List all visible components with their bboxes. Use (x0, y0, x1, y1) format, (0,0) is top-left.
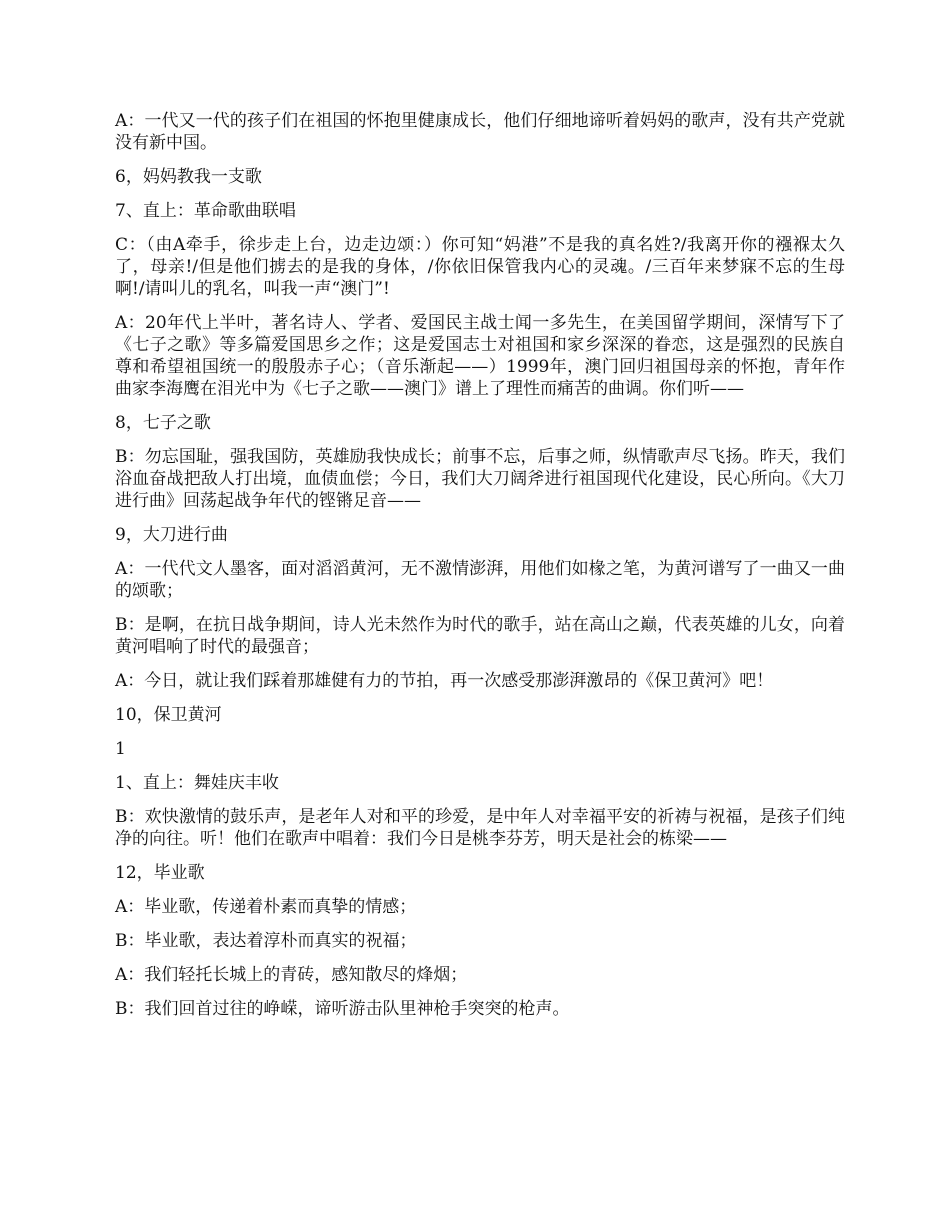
document-body (115, 110, 845, 1032)
paragraph-a-yellow-river: A：一代代文人墨客，面对滔滔黄河，无不激情澎湃，用他们如椽之笔，为黄河谱写了一曲又一曲的颂歌； (115, 559, 845, 601)
paragraph-a-great-wall: A：我们轻托长城上的青砖，感知散尽的烽烟； (115, 965, 468, 985)
page-number-line: 1 (115, 739, 126, 759)
paragraph-c-macau: C：（由A牵手，徐步走上台，边走边颂：）你可知“妈港”不是我的真名姓?/我离开你的襁褓太久了，母亲!/但是他们掳去的是我的身体，/你依旧保管我内心的灵魂。/三百年来梦寐不忘的生母啊!/请叫儿的乳名，叫我一声“澳门”! (115, 235, 845, 299)
item-9-heading: 9，大刀进行曲 (115, 525, 228, 545)
item-12-heading: 12，毕业歌 (115, 863, 205, 883)
item-10-heading: 10，保卫黄河 (115, 705, 222, 725)
paragraph-a-defend-yellow-river: A：今日，就让我们踩着那雄健有力的节拍，再一次感受那澎湃激昂的《保卫黄河》吧！ (115, 671, 774, 691)
item-8-heading: 8，七子之歌 (115, 413, 211, 433)
paragraph-a-graduation-1: A：毕业歌，传递着朴素而真挚的情感； (115, 897, 417, 917)
paragraph-b-guerrilla: B：我们回首过往的峥嵘，谛听游击队里神枪手突突的枪声。 (115, 999, 570, 1019)
item-7-heading: 7、直上：革命歌曲联唱 (115, 201, 296, 221)
paragraph-b-national-defense: B：勿忘国耻，强我国防，英雄励我快成长；前事不忘，后事之师，纵情歌声尽飞扬。昨天，我们浴血奋战把敌人打出境，血债血偿；今日，我们大刀阔斧进行祖国现代化建设，民心所向。《大刀进行曲》回荡起战争年代的铿锵足音—— (115, 447, 845, 511)
paragraph-b-graduation-1: B：毕业歌，表达着淳朴而真实的祝福； (115, 931, 417, 951)
item-1-heading: 1、直上：舞娃庆丰收 (115, 773, 279, 793)
paragraph-b-guang-weiran: B：是啊，在抗日战争期间，诗人光未然作为时代的歌手，站在高山之巅，代表英雄的儿女，向着黄河唱响了时代的最强音； (115, 615, 845, 657)
paragraph-b-drum-music: B：欢快激情的鼓乐声，是老年人对和平的珍爱，是中年人对幸福平安的祈祷与祝福，是孩子们纯净的向往。听！他们在歌声中唱着：我们今日是桃李芬芳，明天是社会的栋梁—— (115, 807, 845, 849)
item-6-heading: 6，妈妈教我一支歌 (115, 167, 262, 187)
paragraph-a-children: A：一代又一代的孩子们在祖国的怀抱里健康成长，他们仔细地谛听着妈妈的歌声，没有共产党就没有新中国。 (115, 111, 845, 153)
paragraph-a-wen-yiduo: A：20年代上半叶，著名诗人、学者、爱国民主战士闻一多先生，在美国留学期间，深情写下了《七子之歌》等多篇爱国思乡之作；这是爱国志士对祖国和家乡深深的眷恋，这是强烈的民族自尊和希望祖国统一的殷殷赤子心；（音乐渐起——）1999年，澳门回归祖国母亲的怀抱，青年作曲家李海鹰在泪光中为《七子之歌——澳门》谱上了理性而痛苦的曲调。你们听—— (115, 313, 845, 399)
